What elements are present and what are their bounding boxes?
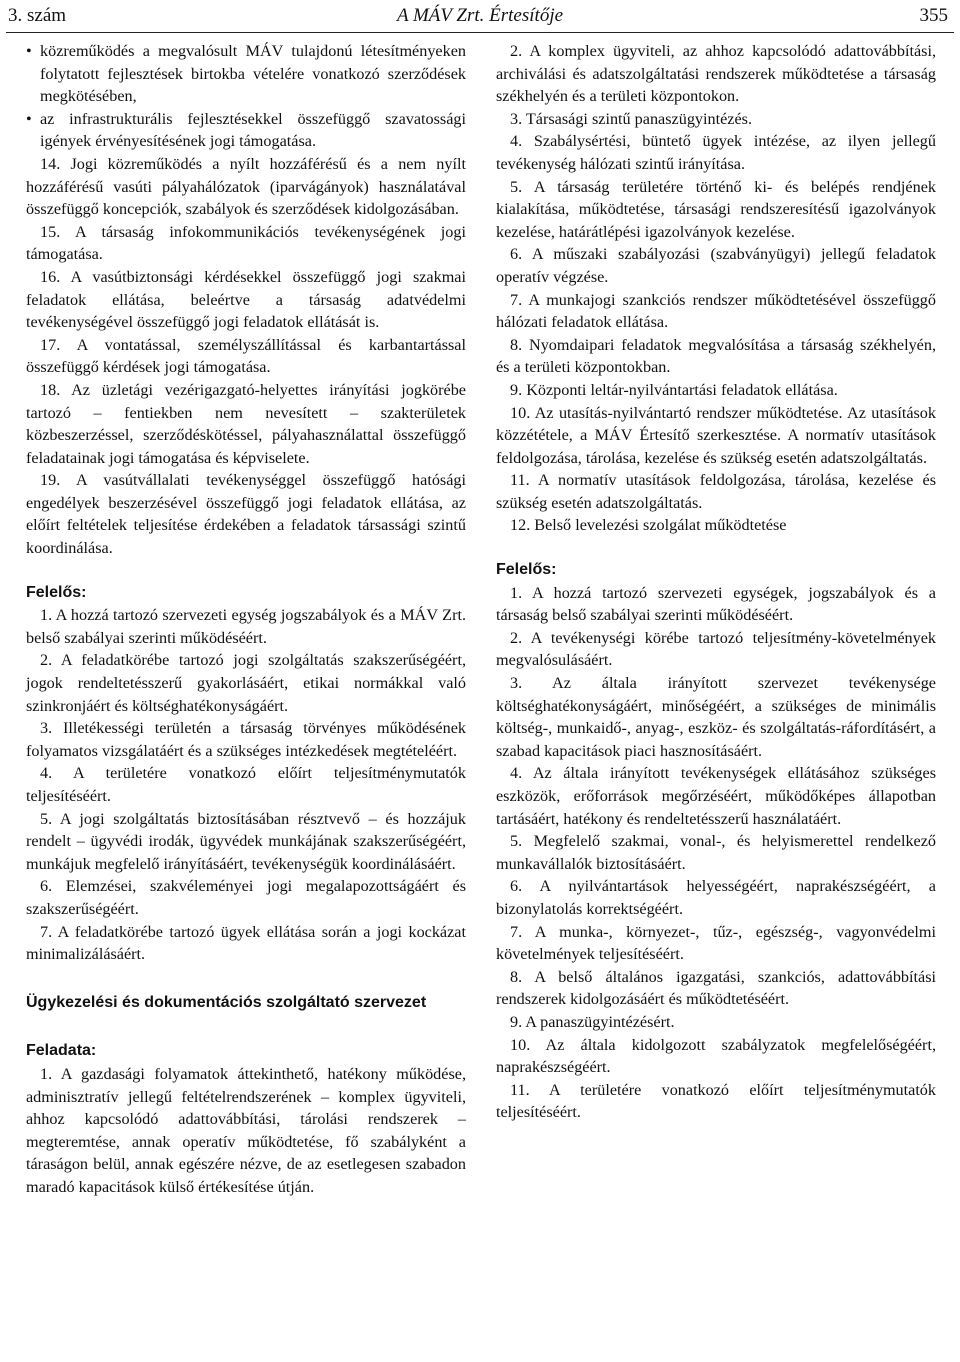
list-item: 8. Nyomdaipari feladatok megvalósítása a társaság székhelyén, és a területi központokban.	[496, 335, 936, 377]
list-item: 6. A nyilvántartások helyességéért, naprakészségéért, a bizonylatolás korrektségéért.	[496, 877, 936, 918]
list-item: 16. A vasútbiztonsági kérdésekkel összefüggő jogi szakmai feladatok ellátása, beleértve a társaság adatvédelmi tevékenységével összefüggő jogi feladatok ellátását is.	[26, 267, 466, 332]
list-item: 10. Az általa kidolgozott szabályzatok megfelelőségéért, naprakészségéért.	[496, 1035, 936, 1077]
page-number: 355	[919, 5, 948, 26]
list-item: 18. Az üzletági vezérigazgató-helyettes irányítási jogkörébe tartozó – fentiekben nem nevesített – szakterületek közbeszerzéssel, szerződéskötéssel, pályahasználattal összefüggő feladatainak jogi támogatása és képviselete.	[26, 380, 466, 467]
list-item: 3. Társasági szintű panaszügyintézés.	[510, 109, 752, 128]
list-item: 11. A normatív utasítások feldolgozása, tárolása, kezelése és szükség esetén adatszolgáltatás.	[496, 471, 936, 512]
list-item: 17. A vontatással, személyszállítással és karbantartással összefüggő kérdések jogi támogatása.	[26, 335, 466, 377]
header-divider	[6, 32, 954, 33]
list-item: 2. A feladatkörébe tartozó jogi szolgáltatás szakszerűségéért, jogok rendeltetésszerű gyakorlásáért, etikai normákkal való szinkronjáért és költséghatékonyságáért.	[26, 651, 466, 715]
list-item: 3. Illetékességi területén a társaság törvényes működésének folyamatos vizsgálatáért és a szükséges intézkedések megtételéért.	[26, 719, 466, 760]
list-item: 19. A vasútvállalati tevékenységgel összefüggő hatósági engedélyek beszerzésével összefüggő jogi feladatok ellátása, az előírt feltételek teljesítése érdekében a feladatok társassági szintű koordinálása.	[26, 471, 466, 558]
list-item: 5. A jogi szolgáltatás biztosításában résztvevő – és hozzájuk rendelt – ügyvédi irodák, ügyvédek munkájának szakszerűségéért, munkájuk megfelelő irányításáért, tevékenységük koordinálásáért.	[26, 809, 466, 873]
list-item: 7. A feladatkörébe tartozó ügyek ellátása során a jogi kockázat minimalizálásáért.	[26, 922, 466, 964]
list-item: 7. A munkajogi szankciós rendszer működtetésével összefüggő hálózati feladatok ellátása.	[496, 290, 936, 332]
list-item: 12. Belső levelezési szolgálat működtetése	[510, 516, 787, 535]
list-item: 5. A társaság területére történő ki- és belépés rendjének kialakítása, működtetése, társasági rendszeresítésű igazolványok kezelése, határátlépési igazolványok kezelése.	[496, 177, 936, 241]
list-item: 10. Az utasítás-nyilvántartó rendszer működtetése. Az utasítások közzététele, a MÁV Értesítő szerkesztése. A normatív utasítások feldolgozása, tárolása, kezelése és szükség esetén adatszolgáltatás.	[496, 403, 936, 467]
list-item: 1. A hozzá tartozó szervezeti egységek, jogszabályok és a társaság belső szabályai szerinti működéséért.	[496, 583, 936, 625]
list-item: 4. Az általa irányított tevékenységek ellátásához szükséges eszközök, erőforrások megőrzéséért, működőképes állapotban tartásáért, hatékony és rendeltetésszerű használatáért.	[496, 764, 936, 828]
right-column	[496, 40, 936, 1124]
list-item: 4. A területére vonatkozó előírt teljesítménymutatók teljesítéséért.	[26, 764, 466, 805]
list-item: 14. Jogi közreműködés a nyílt hozzáférésű és a nem nyílt hozzáférésű vasúti pályahálózatok (iparvágányok) használatával összefüggő koncepciók, szabályok és szerződések kidolgozásában.	[26, 154, 466, 219]
list-item: 6. Elemzései, szakvéleményei jogi megalapozottságáért és szakszerűségéért.	[26, 877, 466, 918]
left-column	[26, 40, 466, 1199]
list-item: 15. A társaság infokommunikációs tevékenységének jogi támogatása.	[26, 222, 466, 264]
feladata-heading: Feladata:	[26, 1042, 97, 1060]
list-item: 8. A belső általános igazgatási, szankciós, adattovábbítási rendszerek kidolgozásáért és működtetéséért.	[496, 967, 936, 1009]
list-item: 9. Központi leltár-nyilvántartási feladatok ellátása.	[510, 380, 838, 399]
journal-title: A MÁV Zrt. Értesítője	[396, 5, 564, 26]
list-item: 1. A hozzá tartozó szervezeti egység jogszabályok és a MÁV Zrt. belső szabályai szerinti működéséért.	[26, 606, 466, 647]
issue-number: 3. szám	[8, 5, 67, 26]
bullet-item: • az infrastrukturális fejlesztésekkel összefüggő szavatossági igények érvényesítésének jogi támogatása.	[26, 108, 466, 153]
list-item: 3. Az általa irányított szervezet tevékenysége költséghatékonyságáért, minőségéért, a szükséges de minimális költség-, munkaidő-, anyag-, eszköz- és szolgáltatás-ráfordításért, a szabad kapacitások piaci hasznosításáért.	[496, 674, 936, 760]
list-item: 2. A komplex ügyviteli, az ahhoz kapcsolódó adattovábbítási, archiválási és adatszolgáltatási rendszerek működtetése a társaság székhelyén és a területi központokon.	[496, 42, 936, 106]
list-item: 7. A munka-, környezet-, tűz-, egészség-, vagyonvédelmi követelmények teljesítéséért.	[496, 922, 936, 964]
list-item: 11. A területére vonatkozó előírt teljesítménymutatók teljesítéséért.	[496, 1080, 936, 1122]
felelos-heading: Felelős:	[496, 561, 557, 579]
list-item: 6. A műszaki szabályozási (szabványügyi) jellegű feladatok operatív végzése.	[496, 245, 936, 286]
section-title: Ügykezelési és dokumentációs szolgáltató szervezet	[26, 993, 427, 1011]
list-item: 4. Szabálysértési, büntető ügyek intézése, az ilyen jellegű tevékenység hálózati szintű irányítása.	[496, 132, 936, 173]
felelos-heading: Felelős:	[26, 583, 87, 601]
list-item: 2. A tevékenységi körébe tartozó teljesítmény-követelmények megvalósulásáért.	[496, 628, 936, 670]
bullet-item: • közreműködés a megvalósult MÁV tulajdonú létesítményeken folytatott fejlesztések birtokba vételére vonatkozó szerződések megkötésében,	[26, 40, 466, 108]
list-item: 1. A gazdasági folyamatok áttekinthető, hatékony működése, adminisztratív jellegű feltételrendszerének – komplex ügyviteli, ahhoz kapcsolódó adattovábbítási, tárolási rendszerek – megteremtése, annak operatív működtetése, fő szabályként a táraságon belül, annak egészére nézve, de az esetlegesen szabadon maradó kapacitások külső értékesítése útján.	[26, 1064, 466, 1196]
list-item: 5. Megfelelő szakmai, vonal-, és helyismerettel rendelkező munkavállalók biztosításáért.	[496, 832, 936, 873]
page-header	[0, 0, 960, 34]
list-item: 9. A panaszügyintézésért.	[510, 1012, 675, 1031]
